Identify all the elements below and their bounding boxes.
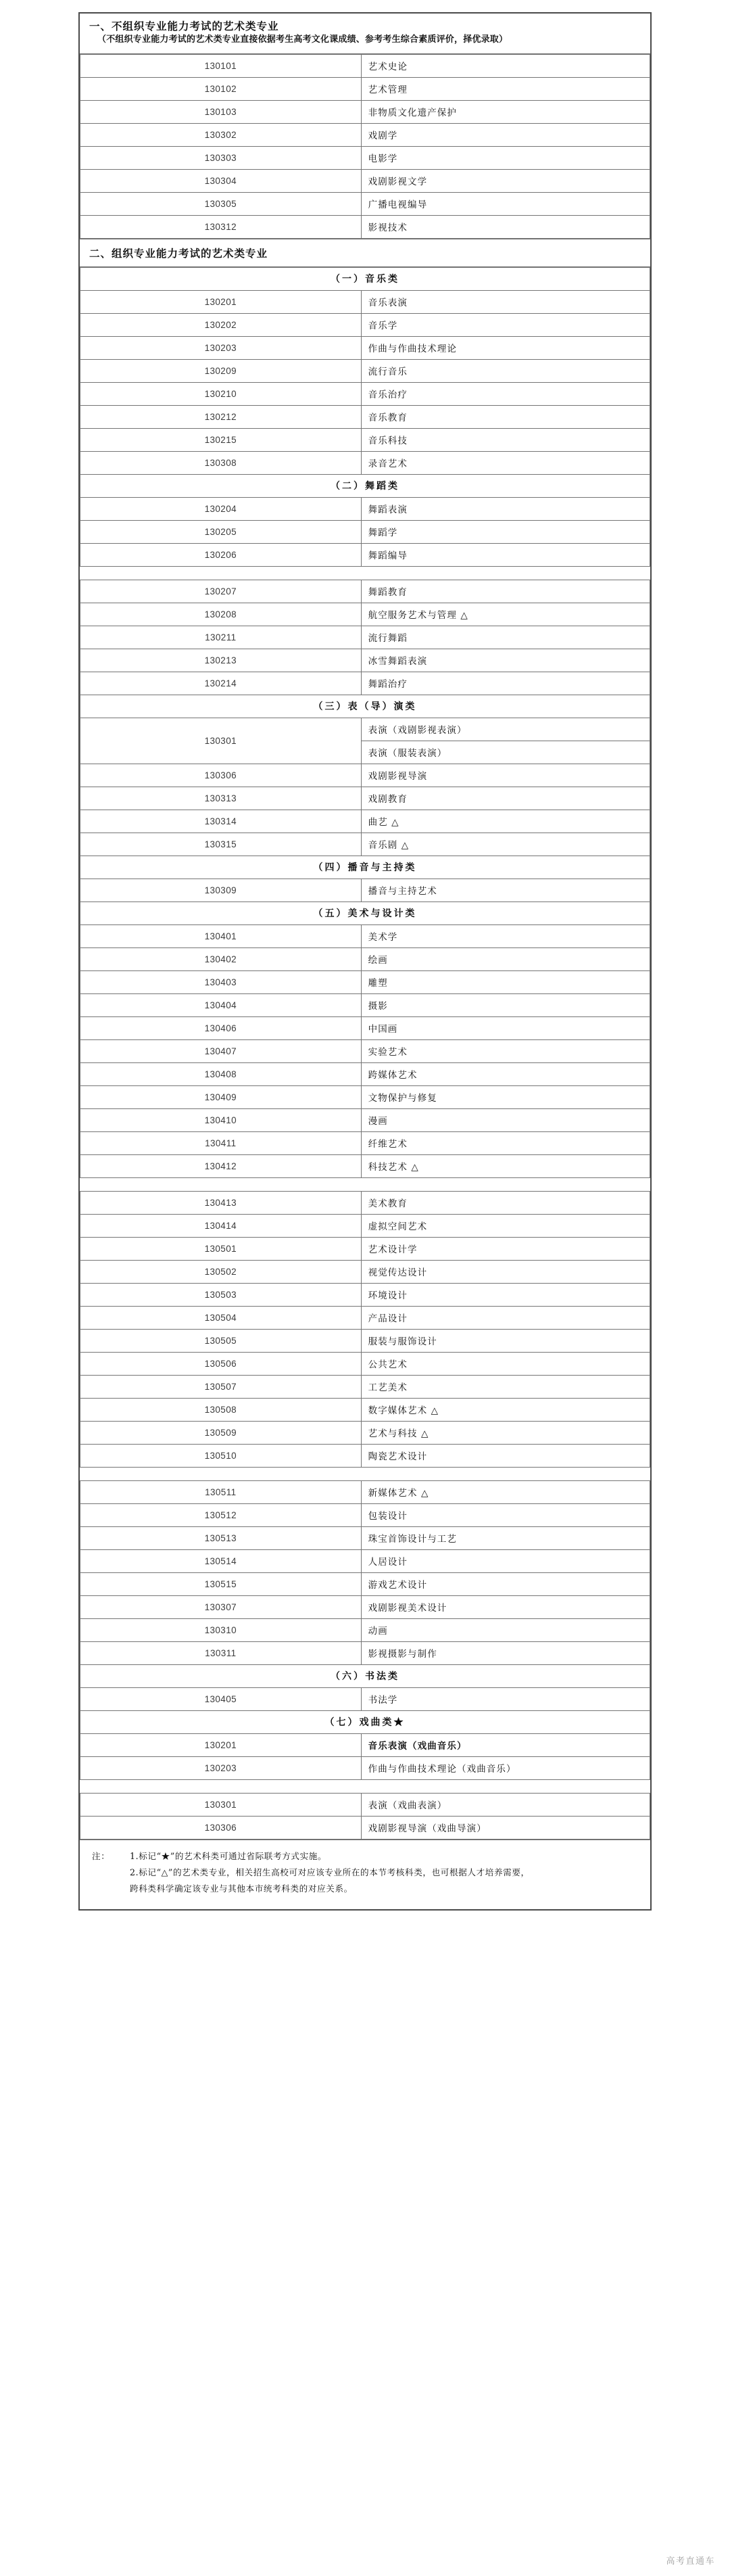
- major-name-cell: 作曲与作曲技术理论（戏曲音乐）: [361, 1756, 650, 1779]
- category-header: （一）音乐类: [80, 267, 650, 290]
- category-header-row: [80, 901, 650, 924]
- major-code-cell: 130408: [80, 1062, 362, 1085]
- major-name-cell: 音乐剧 △: [361, 833, 650, 856]
- major-name-cell: 游戏艺术设计: [361, 1572, 650, 1595]
- major-code-cell: 130414: [80, 1214, 362, 1237]
- major-code-cell: 130504: [80, 1306, 362, 1329]
- major-name-cell: 作曲与作曲技术理论: [361, 336, 650, 359]
- table-row: [80, 1016, 650, 1039]
- table-row: [80, 1306, 650, 1329]
- major-name-cell: 公共艺术: [361, 1352, 650, 1375]
- category-header: （七）戏曲类★: [80, 1710, 650, 1733]
- category-header-row: [80, 1664, 650, 1687]
- table-row: [80, 879, 650, 901]
- table-row: [80, 1085, 650, 1108]
- table-row: [80, 970, 650, 993]
- table-row: [80, 1572, 650, 1595]
- major-name-cell: 艺术与科技 △: [361, 1421, 650, 1444]
- major-code-cell: 130214: [80, 672, 362, 695]
- major-name-cell: 音乐科技: [361, 428, 650, 451]
- table-row: [80, 451, 650, 474]
- table-row: [80, 1131, 650, 1154]
- table-spacer-row: [80, 1467, 650, 1480]
- category-header: （四）播音与主持类: [80, 856, 650, 879]
- section2-table: [80, 267, 650, 1840]
- table-row: [80, 1503, 650, 1526]
- table-spacer-row: [80, 1177, 650, 1191]
- table-row: [80, 1816, 650, 1839]
- category-header: （六）书法类: [80, 1664, 650, 1687]
- major-name-cell: 虚拟空间艺术: [361, 1214, 650, 1237]
- major-code-cell: 130204: [80, 497, 362, 520]
- major-name-cell: 数字媒体艺术 △: [361, 1398, 650, 1421]
- major-code-cell: 130207: [80, 580, 362, 603]
- table-row: [80, 215, 650, 238]
- table-row: [80, 1793, 650, 1816]
- major-code-cell: 130508: [80, 1398, 362, 1421]
- major-name-cell: 流行舞蹈: [361, 626, 650, 649]
- major-name-cell: 环境设计: [361, 1283, 650, 1306]
- major-name-cell: 音乐治疗: [361, 382, 650, 405]
- major-name-cell: 跨媒体艺术: [361, 1062, 650, 1085]
- major-name-cell: 戏剧教育: [361, 787, 650, 810]
- major-name-cell: 雕塑: [361, 970, 650, 993]
- major-name-cell: 新媒体艺术 △: [361, 1480, 650, 1503]
- major-code-cell: 130411: [80, 1131, 362, 1154]
- table-row: [80, 54, 650, 77]
- major-code-cell: 130203: [80, 1756, 362, 1779]
- major-code-cell: 130514: [80, 1549, 362, 1572]
- table-row: [80, 336, 650, 359]
- major-name-cell: 绘画: [361, 947, 650, 970]
- major-code-cell: 130402: [80, 947, 362, 970]
- major-name-cell: 电影学: [361, 146, 650, 169]
- major-code-cell: 130501: [80, 1237, 362, 1260]
- major-code-cell: 130413: [80, 1191, 362, 1214]
- major-name-cell: 视觉传达设计: [361, 1260, 650, 1283]
- section2-title: 二、组织专业能力考试的艺术类专业: [80, 239, 650, 267]
- major-name-cell: 戏剧影视文学: [361, 169, 650, 192]
- table-row: [80, 1733, 650, 1756]
- table-row: [80, 718, 650, 741]
- major-name-cell: 舞蹈教育: [361, 580, 650, 603]
- table-row: [80, 947, 650, 970]
- major-name-cell: 舞蹈编导: [361, 543, 650, 566]
- major-name-cell: 艺术管理: [361, 77, 650, 100]
- major-name-cell: 服装与服饰设计: [361, 1329, 650, 1352]
- table-row: [80, 428, 650, 451]
- major-name-cell: 舞蹈表演: [361, 497, 650, 520]
- table-row: [80, 603, 650, 626]
- table-row: [80, 520, 650, 543]
- major-code-cell: 130301: [80, 1793, 362, 1816]
- major-code-cell: 130509: [80, 1421, 362, 1444]
- major-code-cell: 130311: [80, 1641, 362, 1664]
- major-name-cell: 音乐教育: [361, 405, 650, 428]
- spacer-cell: [80, 1779, 650, 1793]
- major-name-cell: 纤维艺术: [361, 1131, 650, 1154]
- major-code-cell: 130301: [80, 718, 362, 764]
- table-row: [80, 1352, 650, 1375]
- table-row: [80, 924, 650, 947]
- major-code-cell: 130513: [80, 1526, 362, 1549]
- note-2-continued: 跨科类科学确定该专业与其他本市统考科类的对应关系。: [130, 1883, 353, 1894]
- major-code-cell: 130309: [80, 879, 362, 901]
- table-row: [80, 1154, 650, 1177]
- major-code-cell: 130406: [80, 1016, 362, 1039]
- major-code-cell: 130505: [80, 1329, 362, 1352]
- major-code-cell: 130213: [80, 649, 362, 672]
- major-code-cell: 130308: [80, 451, 362, 474]
- major-code-cell: 130412: [80, 1154, 362, 1177]
- table-row: [80, 77, 650, 100]
- table-row: [80, 192, 650, 215]
- table-row: [80, 787, 650, 810]
- major-code-cell: 130312: [80, 215, 362, 238]
- table-row: [80, 1237, 650, 1260]
- major-code-cell: 130302: [80, 123, 362, 146]
- spacer-cell: [80, 566, 650, 580]
- table-spacer-row: [80, 566, 650, 580]
- major-name-cell: 影视摄影与制作: [361, 1641, 650, 1664]
- table-row: [80, 382, 650, 405]
- major-name-cell: 表演（服装表演）: [361, 741, 650, 764]
- table-row: [80, 290, 650, 313]
- major-name-cell: 珠宝首饰设计与工艺: [361, 1526, 650, 1549]
- major-name-cell: 书法学: [361, 1687, 650, 1710]
- table-sheet: [78, 12, 652, 1911]
- major-code-cell: 130407: [80, 1039, 362, 1062]
- category-header-row: [80, 267, 650, 290]
- major-code-cell: 130313: [80, 787, 362, 810]
- table-row: [80, 1444, 650, 1467]
- major-code-cell: 130506: [80, 1352, 362, 1375]
- table-row: [80, 1641, 650, 1664]
- note-1: 1.标记“★”的艺术科类可通过省际联考方式实施。: [130, 1850, 327, 1861]
- major-code-cell: 130401: [80, 924, 362, 947]
- major-code-cell: 130409: [80, 1085, 362, 1108]
- major-name-cell: 曲艺 △: [361, 810, 650, 833]
- major-name-cell: 航空服务艺术与管理 △: [361, 603, 650, 626]
- table-row: [80, 993, 650, 1016]
- table-row: [80, 626, 650, 649]
- major-code-cell: 130306: [80, 764, 362, 787]
- section1-table: [80, 54, 650, 239]
- major-code-cell: 130201: [80, 290, 362, 313]
- table-row: [80, 405, 650, 428]
- major-code-cell: 130503: [80, 1283, 362, 1306]
- major-name-cell: 影视技术: [361, 215, 650, 238]
- spacer-cell: [80, 1467, 650, 1480]
- major-code-cell: 130307: [80, 1595, 362, 1618]
- table-row: [80, 100, 650, 123]
- major-code-cell: 130515: [80, 1572, 362, 1595]
- major-code-cell: 130205: [80, 520, 362, 543]
- table-row: [80, 123, 650, 146]
- major-name-cell: 录音艺术: [361, 451, 650, 474]
- major-name-cell: 播音与主持艺术: [361, 879, 650, 901]
- table-row: [80, 1214, 650, 1237]
- notes-block: [80, 1840, 650, 1909]
- note-2: 2.标记“△”的艺术类专业，相关招生高校可对应该专业所在的本节考核科类，也可根据人才培养需要，: [130, 1867, 530, 1877]
- major-name-cell: 戏剧影视导演: [361, 764, 650, 787]
- major-name-cell: 音乐表演（戏曲音乐）: [361, 1733, 650, 1756]
- table-row: [80, 1595, 650, 1618]
- major-code-cell: 130315: [80, 833, 362, 856]
- major-name-cell: 人居设计: [361, 1549, 650, 1572]
- major-name-cell: 音乐表演: [361, 290, 650, 313]
- major-name-cell: 戏剧影视美术设计: [361, 1595, 650, 1618]
- table-row: [80, 1421, 650, 1444]
- major-name-cell: 舞蹈学: [361, 520, 650, 543]
- table-spacer-row: [80, 1779, 650, 1793]
- watermark: 高考直通车: [666, 2556, 715, 2567]
- table-row: [80, 169, 650, 192]
- major-code-cell: 130206: [80, 543, 362, 566]
- major-code-cell: 130306: [80, 1816, 362, 1839]
- major-code-cell: 130512: [80, 1503, 362, 1526]
- table-row: [80, 1687, 650, 1710]
- major-code-cell: 130201: [80, 1733, 362, 1756]
- major-name-cell: 冰雪舞蹈表演: [361, 649, 650, 672]
- table-row: [80, 672, 650, 695]
- major-code-cell: 130103: [80, 100, 362, 123]
- major-code-cell: 130202: [80, 313, 362, 336]
- major-name-cell: 舞蹈治疗: [361, 672, 650, 695]
- major-name-cell: 表演（戏剧影视表演）: [361, 718, 650, 741]
- major-code-cell: 130215: [80, 428, 362, 451]
- major-name-cell: 产品设计: [361, 1306, 650, 1329]
- notes-label: 注：: [92, 1850, 110, 1861]
- major-code-cell: 130209: [80, 359, 362, 382]
- major-code-cell: 130404: [80, 993, 362, 1016]
- major-code-cell: 130403: [80, 970, 362, 993]
- table-row: [80, 543, 650, 566]
- table-row: [80, 1398, 650, 1421]
- major-name-cell: 动画: [361, 1618, 650, 1641]
- major-code-cell: 130405: [80, 1687, 362, 1710]
- table-row: [80, 833, 650, 856]
- major-code-cell: 130510: [80, 1444, 362, 1467]
- table-row: [80, 580, 650, 603]
- major-code-cell: 130212: [80, 405, 362, 428]
- table-row: [80, 1283, 650, 1306]
- table-row: [80, 1618, 650, 1641]
- major-name-cell: 艺术史论: [361, 54, 650, 77]
- table-row: [80, 1375, 650, 1398]
- major-name-cell: 非物质文化遗产保护: [361, 100, 650, 123]
- major-code-cell: 130101: [80, 54, 362, 77]
- major-name-cell: 中国画: [361, 1016, 650, 1039]
- table-row: [80, 1260, 650, 1283]
- major-code-cell: 130211: [80, 626, 362, 649]
- major-name-cell: 科技艺术 △: [361, 1154, 650, 1177]
- major-name-cell: 美术教育: [361, 1191, 650, 1214]
- table-row: [80, 810, 650, 833]
- category-header: （三）表（导）演类: [80, 695, 650, 718]
- major-code-cell: 130208: [80, 603, 362, 626]
- major-name-cell: 包装设计: [361, 1503, 650, 1526]
- table-row: [80, 497, 650, 520]
- table-row: [80, 1756, 650, 1779]
- table-row: [80, 1039, 650, 1062]
- table-row: [80, 359, 650, 382]
- category-header-row: [80, 1710, 650, 1733]
- major-name-cell: 实验艺术: [361, 1039, 650, 1062]
- table-row: [80, 1062, 650, 1085]
- major-code-cell: 130410: [80, 1108, 362, 1131]
- major-code-cell: 130303: [80, 146, 362, 169]
- table-row: [80, 146, 650, 169]
- category-header: （二）舞蹈类: [80, 474, 650, 497]
- table-row: [80, 649, 650, 672]
- category-header-row: [80, 474, 650, 497]
- major-name-cell: 文物保护与修复: [361, 1085, 650, 1108]
- table-row: [80, 1329, 650, 1352]
- table-row: [80, 1549, 650, 1572]
- table-row: [80, 764, 650, 787]
- major-code-cell: 130310: [80, 1618, 362, 1641]
- major-code-cell: 130502: [80, 1260, 362, 1283]
- major-code-cell: 130511: [80, 1480, 362, 1503]
- major-name-cell: 美术学: [361, 924, 650, 947]
- spacer-cell: [80, 1177, 650, 1191]
- table-row: [80, 313, 650, 336]
- major-name-cell: 流行音乐: [361, 359, 650, 382]
- major-name-cell: 艺术设计学: [361, 1237, 650, 1260]
- major-code-cell: 130507: [80, 1375, 362, 1398]
- major-code-cell: 130304: [80, 169, 362, 192]
- major-code-cell: 130210: [80, 382, 362, 405]
- table-row: [80, 1191, 650, 1214]
- category-header-row: [80, 856, 650, 879]
- major-name-cell: 戏剧影视导演（戏曲导演）: [361, 1816, 650, 1839]
- major-name-cell: 陶瓷艺术设计: [361, 1444, 650, 1467]
- major-code-cell: 130314: [80, 810, 362, 833]
- section1-subtitle: （不组织专业能力考试的艺术类专业直接依据考生高考文化课成绩、参考考生综合素质评价，择优录取）: [97, 34, 508, 45]
- major-name-cell: 工艺美术: [361, 1375, 650, 1398]
- major-name-cell: 音乐学: [361, 313, 650, 336]
- major-code-cell: 130203: [80, 336, 362, 359]
- major-name-cell: 漫画: [361, 1108, 650, 1131]
- major-name-cell: 戏剧学: [361, 123, 650, 146]
- table-row: [80, 1526, 650, 1549]
- major-code-cell: 130305: [80, 192, 362, 215]
- major-name-cell: 摄影: [361, 993, 650, 1016]
- table-row: [80, 1480, 650, 1503]
- section1-header: [80, 14, 650, 54]
- table-row: [80, 1108, 650, 1131]
- section1-title: 一、不组织专业能力考试的艺术类专业: [89, 20, 279, 32]
- category-header-row: [80, 695, 650, 718]
- major-name-cell: 表演（戏曲表演）: [361, 1793, 650, 1816]
- major-code-cell: 130102: [80, 77, 362, 100]
- category-header: （五）美术与设计类: [80, 901, 650, 924]
- major-name-cell: 广播电视编导: [361, 192, 650, 215]
